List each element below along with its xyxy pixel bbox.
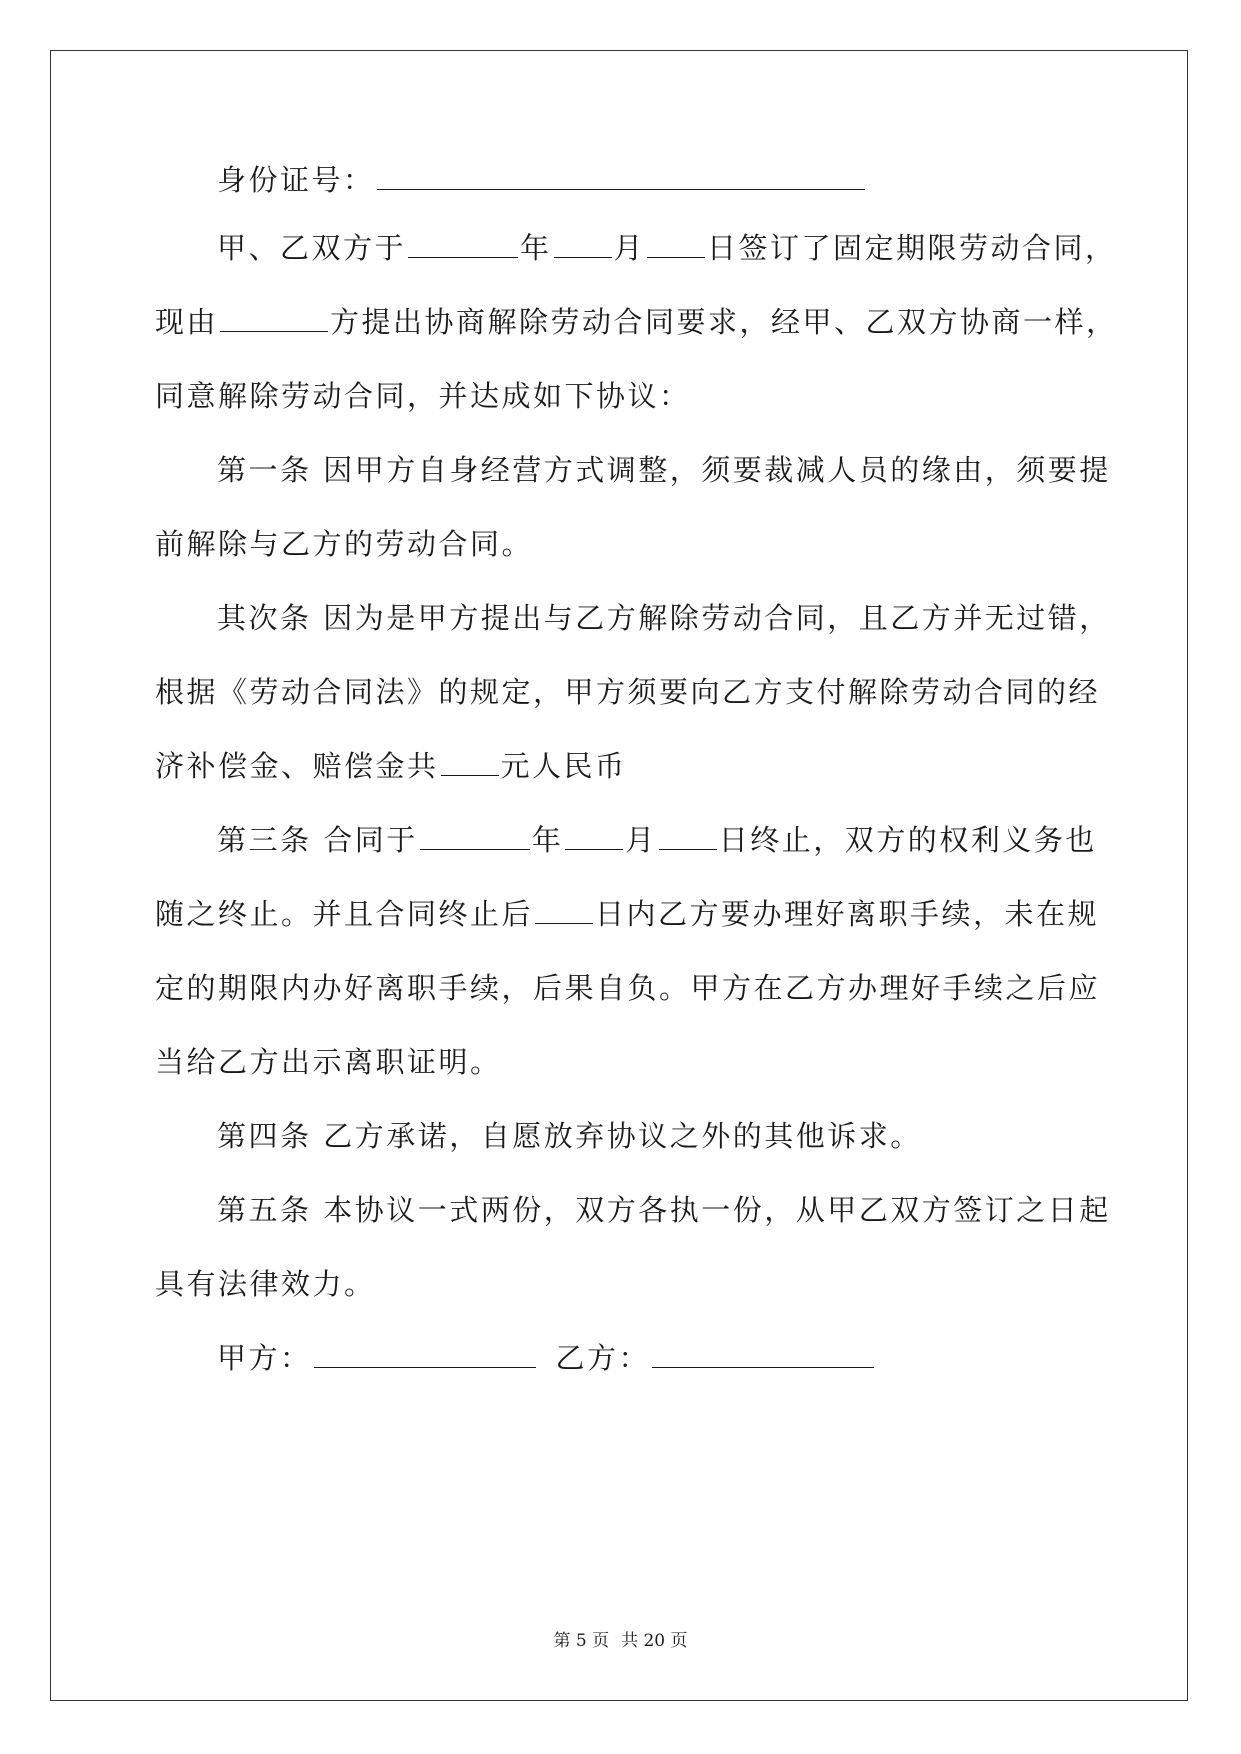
article-2-line-1: 其次条 因为是甲方提出与乙方解除劳动合同，且乙方并无过错， <box>217 601 1111 635</box>
party-a-label: 甲方： <box>217 1341 312 1375</box>
page-frame <box>50 50 1188 1701</box>
party-b-signature-blank <box>652 1341 874 1368</box>
page-footer <box>0 1626 1241 1651</box>
id-number-label: 身份证号： <box>217 163 375 197</box>
article-4-line-1: 第四条 乙方承诺，自愿放弃协议之外的其他诉求。 <box>217 1119 922 1153</box>
article-3-line-2: 随之终止。并且合同终止后 日内乙方要办理好离职手续，未在规 <box>155 897 1100 931</box>
end-year-blank <box>420 823 530 850</box>
party-b-label: 乙方： <box>555 1341 651 1375</box>
end-month-blank <box>565 823 623 850</box>
article-1-line-1: 第一条 因甲方自身经营方式调整，须要裁减人员的缘由，须要提 <box>217 453 1111 487</box>
page-total: 共 20 页 <box>621 1631 688 1651</box>
intro-line-2: 现由 方提出协商解除劳动合同要求，经甲、乙双方协商一样， <box>155 305 1118 339</box>
id-number-blank <box>377 163 865 190</box>
intro-line-3: 同意解除劳动合同，并达成如下协议： <box>155 379 691 413</box>
signature-line <box>217 1338 876 1378</box>
article-3-line-3: 定的期限内办好离职手续，后果自负。甲方在乙方办理好手续之后应 <box>155 971 1101 1005</box>
article-2-line-3: 济补偿金、赔偿金共 元人民币 <box>155 749 627 783</box>
compensation-amount-blank <box>441 749 499 776</box>
sign-year-blank <box>408 231 518 258</box>
sign-day-blank <box>647 231 705 258</box>
article-5-line-2: 具有法律效力。 <box>155 1267 376 1301</box>
article-1-line-2: 前解除与乙方的劳动合同。 <box>155 527 534 561</box>
party-a-signature-blank <box>314 1341 536 1368</box>
page-number: 第 5 页 <box>553 1631 610 1651</box>
end-day-blank <box>659 823 717 850</box>
article-2-line-2: 根据《劳动合同法》的规定，甲方须要向乙方支付解除劳动合同的经 <box>155 675 1101 709</box>
party-proposer-blank <box>220 305 328 332</box>
resignation-days-blank <box>535 897 593 924</box>
article-3-line-1: 第三条 合同于 年 月 日终止，双方的权利义务也 <box>217 823 1097 857</box>
article-5-line-1: 第五条 本协议一式两份，双方各执一份，从甲乙双方签订之日起 <box>217 1193 1111 1227</box>
article-3-line-4: 当给乙方出示离职证明。 <box>155 1045 502 1079</box>
intro-line-1: 甲、乙双方于 年 月 日签订了固定期限劳动合同， <box>217 231 1117 265</box>
id-number-line <box>217 160 867 200</box>
sign-month-blank <box>554 231 612 258</box>
